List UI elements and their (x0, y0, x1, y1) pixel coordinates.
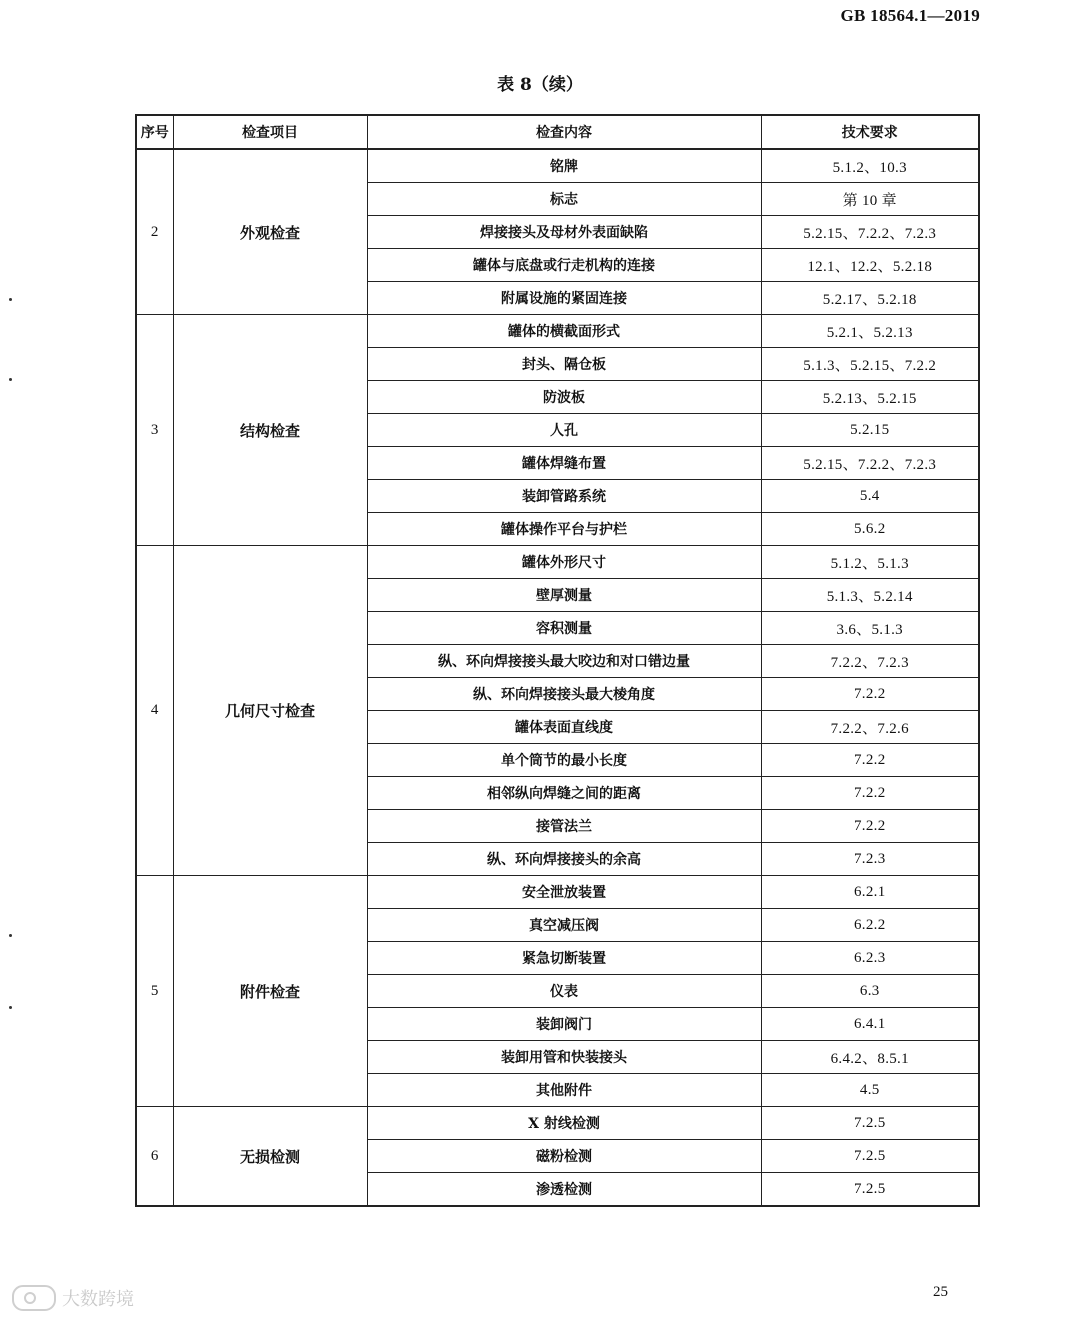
technical-requirement: 5.2.15 (761, 414, 979, 447)
inspection-content: 容积测量 (367, 612, 761, 645)
technical-requirement: 7.2.5 (761, 1107, 979, 1140)
technical-requirement: 5.2.15、7.2.2、7.2.3 (761, 447, 979, 480)
inspection-content: 纵、环向焊接接头的余高 (367, 843, 761, 876)
watermark-text: 大数跨境 (62, 1289, 134, 1310)
table-header-row (136, 115, 979, 149)
inspection-content: 装卸管路系统 (367, 480, 761, 513)
technical-requirement: 7.2.2 (761, 678, 979, 711)
watermark-logo-icon (12, 1285, 56, 1311)
inspection-content: 罐体操作平台与护栏 (367, 513, 761, 546)
technical-requirement: 6.2.3 (761, 942, 979, 975)
inspection-content: 标志 (367, 183, 761, 216)
table-row (136, 876, 979, 909)
inspection-content: 装卸用管和快装接头 (367, 1041, 761, 1074)
technical-requirement: 7.2.3 (761, 843, 979, 876)
col-header-requirement: 技术要求 (761, 115, 979, 149)
table-row (136, 315, 979, 348)
technical-requirement: 7.2.2 (761, 744, 979, 777)
margin-dot (9, 378, 12, 381)
inspection-content: 安全泄放装置 (367, 876, 761, 909)
inspection-content: 相邻纵向焊缝之间的距离 (367, 777, 761, 810)
margin-dot (9, 298, 12, 301)
inspection-content: 仪表 (367, 975, 761, 1008)
inspection-content: 纵、环向焊接接头最大咬边和对口错边量 (367, 645, 761, 678)
technical-requirement: 5.4 (761, 480, 979, 513)
inspection-content: 罐体表面直线度 (367, 711, 761, 744)
technical-requirement: 第 10 章 (761, 183, 979, 216)
inspection-content: 附属设施的紧固连接 (367, 282, 761, 315)
standard-code: GB 18564.1—2019 (840, 6, 980, 25)
technical-requirement: 6.2.1 (761, 876, 979, 909)
inspection-content: 人孔 (367, 414, 761, 447)
inspection-content: 罐体外形尺寸 (367, 546, 761, 579)
inspection-content: 真空减压阀 (367, 909, 761, 942)
technical-requirement: 7.2.5 (761, 1140, 979, 1173)
technical-requirement: 7.2.2、7.2.6 (761, 711, 979, 744)
table-row (136, 149, 979, 183)
technical-requirement: 3.6、5.1.3 (761, 612, 979, 645)
technical-requirement: 5.2.15、7.2.2、7.2.3 (761, 216, 979, 249)
inspection-item: 结构检查 (173, 315, 367, 546)
inspection-content: 罐体的横截面形式 (367, 315, 761, 348)
technical-requirement: 5.2.17、5.2.18 (761, 282, 979, 315)
inspection-content: 装卸阀门 (367, 1008, 761, 1041)
technical-requirement: 7.2.2、7.2.3 (761, 645, 979, 678)
inspection-item: 几何尺寸检查 (173, 546, 367, 876)
group-number: 5 (136, 876, 173, 1107)
col-header-no: 序号 (136, 115, 173, 149)
col-header-item: 检查项目 (173, 115, 367, 149)
table-title: 表 8（续） (497, 75, 583, 95)
technical-requirement: 5.6.2 (761, 513, 979, 546)
technical-requirement: 5.1.2、5.1.3 (761, 546, 979, 579)
inspection-content: 壁厚测量 (367, 579, 761, 612)
technical-requirement: 6.4.2、8.5.1 (761, 1041, 979, 1074)
inspection-item: 外观检查 (173, 149, 367, 315)
inspection-content: 封头、隔仓板 (367, 348, 761, 381)
technical-requirement: 6.2.2 (761, 909, 979, 942)
page-number: 25 (933, 1284, 948, 1300)
inspection-content: 焊接接头及母材外表面缺陷 (367, 216, 761, 249)
technical-requirement: 6.4.1 (761, 1008, 979, 1041)
technical-requirement: 7.2.5 (761, 1173, 979, 1207)
inspection-content: 罐体与底盘或行走机构的连接 (367, 249, 761, 282)
table-body (136, 149, 979, 1206)
technical-requirement: 5.1.3、5.2.14 (761, 579, 979, 612)
technical-requirement: 6.3 (761, 975, 979, 1008)
group-number: 3 (136, 315, 173, 546)
group-number: 2 (136, 149, 173, 315)
technical-requirement: 4.5 (761, 1074, 979, 1107)
inspection-content: 单个筒节的最小长度 (367, 744, 761, 777)
inspection-content: 渗透检测 (367, 1173, 761, 1207)
inspection-content: 防波板 (367, 381, 761, 414)
inspection-content: 磁粉检测 (367, 1140, 761, 1173)
inspection-content: 接管法兰 (367, 810, 761, 843)
technical-requirement: 5.1.3、5.2.15、7.2.2 (761, 348, 979, 381)
technical-requirement: 5.1.2、10.3 (761, 149, 979, 183)
technical-requirement: 5.2.1、5.2.13 (761, 315, 979, 348)
inspection-item: 无损检测 (173, 1107, 367, 1207)
group-number: 6 (136, 1107, 173, 1207)
inspection-content: 纵、环向焊接接头最大棱角度 (367, 678, 761, 711)
inspection-content: 紧急切断装置 (367, 942, 761, 975)
group-number: 4 (136, 546, 173, 876)
margin-dot (9, 1006, 12, 1009)
inspection-table (135, 114, 980, 1207)
inspection-content: 罐体焊缝布置 (367, 447, 761, 480)
technical-requirement: 12.1、12.2、5.2.18 (761, 249, 979, 282)
margin-dot (9, 934, 12, 937)
table-row (136, 1107, 979, 1140)
watermark (12, 1285, 134, 1311)
inspection-item: 附件检查 (173, 876, 367, 1107)
table-row (136, 546, 979, 579)
inspection-content: X 射线检测 (367, 1107, 761, 1140)
technical-requirement: 7.2.2 (761, 777, 979, 810)
col-header-content: 检查内容 (367, 115, 761, 149)
technical-requirement: 5.2.13、5.2.15 (761, 381, 979, 414)
inspection-content: 其他附件 (367, 1074, 761, 1107)
technical-requirement: 7.2.2 (761, 810, 979, 843)
inspection-content: 铭牌 (367, 149, 761, 183)
